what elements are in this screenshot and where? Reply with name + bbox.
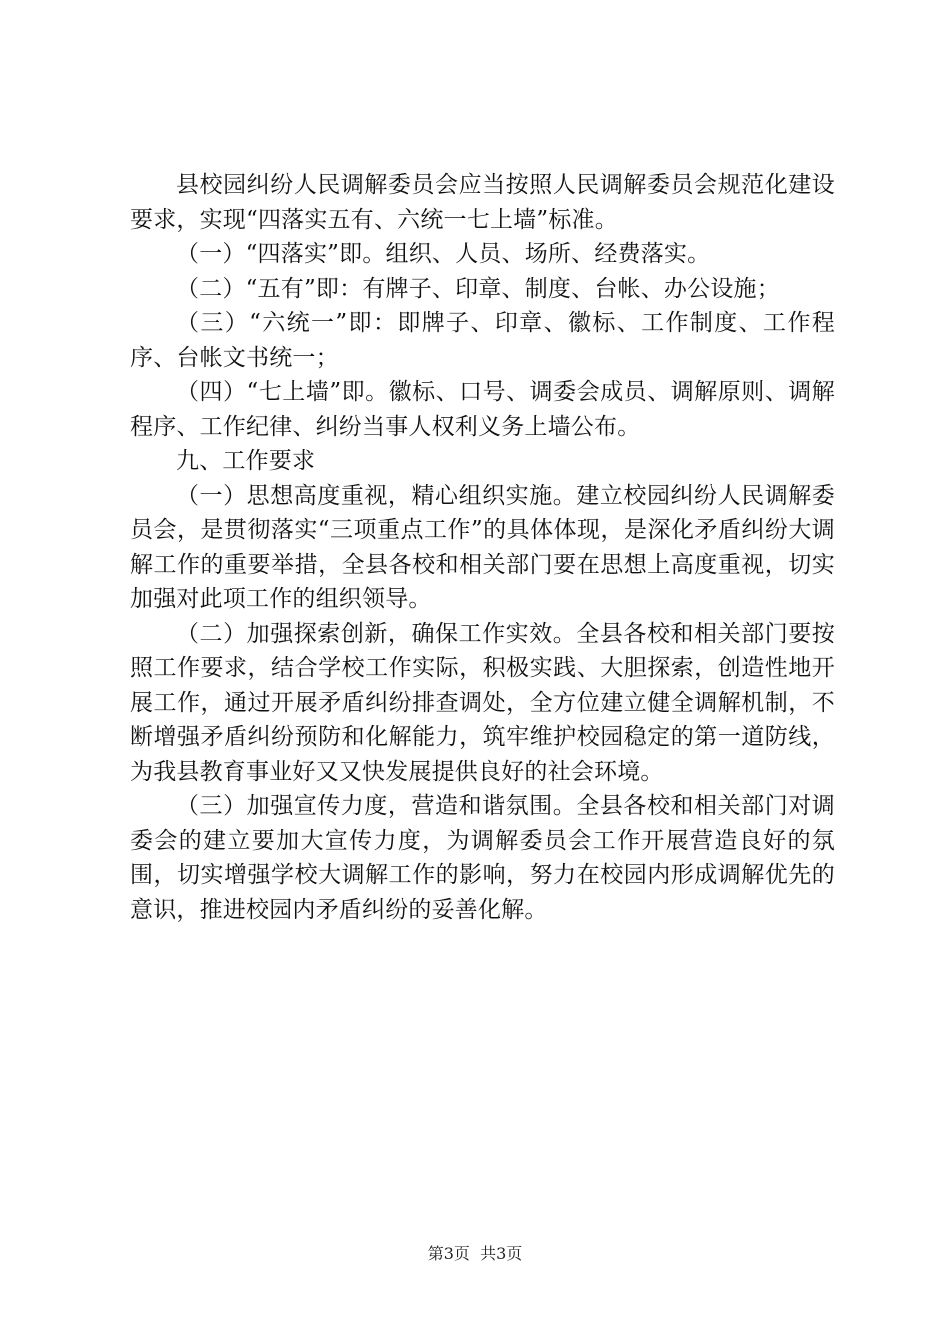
paragraph-six-unifications: （三）“六统一”即：即牌子、印章、徽标、工作制度、工作程序、台帐文书统一； — [130, 310, 835, 371]
paragraph-requirement-1: （一）思想高度重视，精心组织实施。建立校园纠纷人民调解委员会，是贯彻落实“三项重点工作”的具体体现，是深化矛盾纠纷大调解工作的重要举措，全县各校和相关部门要在思想上高度重视，切实加强对此项工作的组织领导。 — [130, 482, 835, 612]
section-heading-work-requirements: 九、工作要求 — [176, 448, 316, 474]
paragraph-requirement-2: （二）加强探索创新，确保工作实效。全县各校和相关部门要按照工作要求，结合学校工作实际，积极实践、大胆探索，创造性地开展工作，通过开展矛盾纠纷排查调处，全方位建立健全调解机制，不断增强矛盾纠纷预防和化解能力，筑牢维护校园稳定的第一道防线，为我县教育事业好又又快发展提供良好的社会环境。 — [130, 620, 835, 785]
paragraph-four-implementations: （一）“四落实”即。组织、人员、场所、经费落实。 — [176, 241, 711, 267]
paragraph-seven-on-wall: （四）“七上墙”即。徽标、口号、调委会成员、调解原则、调解程序、工作纪律、纠纷当事人权利义务上墙公布。 — [130, 379, 835, 440]
page-footer — [0, 1243, 950, 1265]
document-body — [130, 168, 835, 927]
paragraph-five-haves: （二）“五有”即：有牌子、印章、制度、台帐、办公设施； — [176, 275, 780, 302]
page-number-label: 第3页 共3页 — [427, 1244, 523, 1263]
paragraph-requirement-3: （三）加强宣传力度，营造和谐氛围。全县各校和相关部门对调委会的建立要加大宣传力度，为调解委员会工作开展营造良好的氛围，切实增强学校大调解工作的影响，努力在校园内形成调解优先的意识，推进校园内矛盾纠纷的妥善化解。 — [130, 793, 835, 923]
paragraph-standards-intro: 县校园纠纷人民调解委员会应当按照人民调解委员会规范化建设要求，实现“四落实五有、六统一七上墙”标准。 — [130, 172, 835, 233]
